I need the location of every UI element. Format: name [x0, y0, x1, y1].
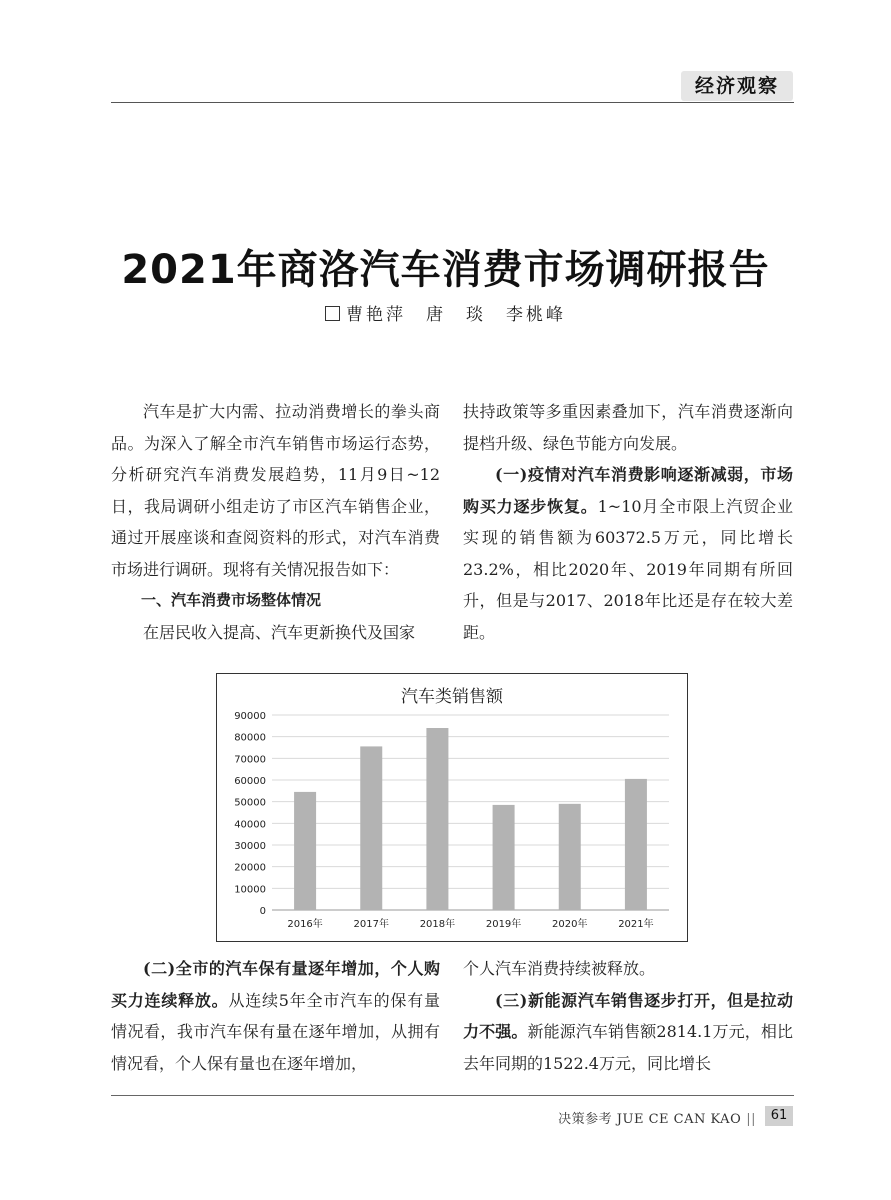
y-tick-label: 0	[259, 906, 266, 917]
y-tick-label: 20000	[234, 862, 266, 874]
sales-chart	[216, 673, 688, 942]
subsection-2-head: (二)全市的汽车保有量逐年增加，个人购买力连续释放。	[111, 959, 440, 1010]
bar	[294, 792, 316, 910]
paragraph-context: 在居民收入提高、汽车更新换代及国家	[143, 622, 416, 642]
x-tick-label: 2016年	[287, 919, 323, 930]
bar	[426, 728, 448, 910]
subsection-2-body: 从连续5年全市汽车的保有量情况看，我市汽车保有量在逐年增加，从拥有情况看，个人保有量也在逐年增加，	[111, 990, 440, 1073]
intro-paragraph: 汽车是扩大内需、拉动消费增长的拳头商品。为深入了解全市汽车销售市场运行态势，分析研究汽车消费发展趋势，11月9日~12日，我局调研小组走访了市区汽车销售企业，通过开展座谈和查阅资料的形式，对汽车消费市场进行调研。现将有关情况报告如下：	[111, 402, 440, 579]
footer-separator: ||	[746, 1112, 756, 1127]
article-authors	[0, 300, 891, 325]
column-left-bottom	[111, 953, 440, 1079]
author-box-icon	[325, 306, 340, 321]
y-tick-label: 30000	[234, 841, 266, 852]
column-right-bottom	[463, 953, 793, 1079]
subsection-3-head: (三)新能源汽车销售逐步打开，但是拉动力不强。	[463, 990, 793, 1041]
section-badge: 经济观察	[681, 71, 793, 101]
subsection-3	[463, 985, 793, 1080]
x-tick-label: 2020年	[552, 919, 588, 930]
y-tick-label: 60000	[234, 776, 266, 787]
x-tick-label: 2019年	[485, 919, 522, 930]
y-tick-label: 70000	[234, 754, 266, 766]
page-number: 61	[765, 1106, 793, 1126]
author-names: 曹艳萍 唐 琰 李桃峰	[346, 305, 566, 325]
y-tick-label: 50000	[234, 797, 266, 809]
article-title: 2021年商洛汽车消费市场调研报告	[121, 247, 770, 293]
subsection-2	[111, 953, 440, 1079]
y-tick-label: 80000	[234, 732, 266, 744]
bar	[360, 746, 382, 910]
subsection-1-body: 1~10月全市限上汽贸企业实现的销售额为60372.5万元，同比增长23.2%，相比2020年、2019年同期有所回升，但是与2017、2018年比还是存在较大差距。	[463, 496, 793, 642]
column-left-top	[111, 396, 440, 648]
chart-plot	[217, 674, 687, 941]
subsection-1-head: (一)疫情对汽车消费影响逐渐减弱，市场购买力逐步恢复。	[463, 465, 793, 516]
x-tick-label: 2021年	[618, 919, 654, 930]
chart-title: 汽车类销售额	[401, 687, 503, 707]
bar	[625, 779, 647, 910]
y-tick-label: 90000	[234, 711, 266, 722]
subsection-3-body: 新能源汽车销售额2814.1万元，相比去年同期的1522.4万元，同比增长	[463, 1022, 793, 1073]
subsection-2-tail: 个人汽车消费持续被释放。	[463, 959, 656, 978]
paragraph-context-continued	[463, 396, 793, 459]
journal-footer	[558, 1108, 761, 1127]
context-tail: 扶持政策等多重因素叠加下，汽车消费逐渐向提档升级、绿色节能方向发展。	[463, 402, 793, 453]
bar	[559, 804, 581, 910]
y-tick-label: 10000	[234, 884, 266, 896]
x-tick-label: 2017年	[353, 919, 389, 930]
subsection-1	[463, 459, 793, 648]
footer-divider	[111, 1095, 794, 1096]
x-tick-label: 2018年	[419, 919, 456, 930]
bar	[493, 805, 515, 910]
header-divider	[111, 102, 794, 103]
y-tick-label: 40000	[234, 819, 266, 831]
journal-name: 决策参考 JUE CE CAN KAO	[558, 1112, 742, 1127]
column-right-top	[463, 396, 793, 648]
section-heading: 一、汽车消费市场整体情况	[141, 591, 322, 609]
